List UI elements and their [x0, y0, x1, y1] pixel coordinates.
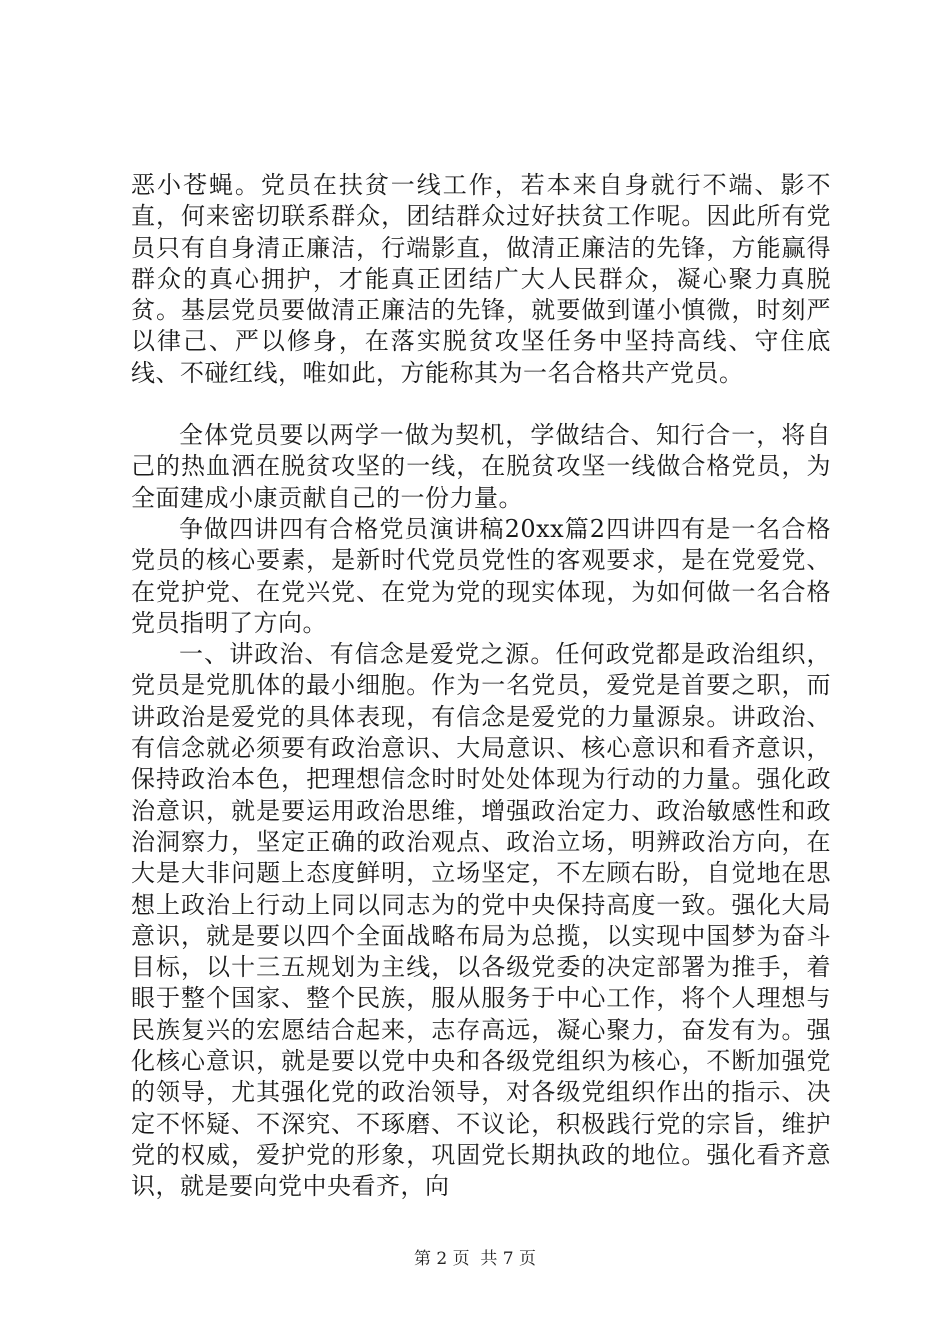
page-footer: 第 2 页 共 7 页: [413, 1249, 537, 1269]
paragraph-section-one: 一、讲政治、有信念是爱党之源。任何政党都是政治组织，党员是党肌体的最小细胞。作为一名党员，爱党是首要之职，而讲政治是爱党的具体表现，有信念是爱党的力量源泉。讲政治、有信念就必须要有政治意识、大局意识、核心意识和看齐意识，保持政治本色，把理想信念时时处处体现为行动的力量。强化政治意识，就是要运用政治思维，增强政治定力、政治敏感性和政治洞察力，坚定正确的政治观点、政治立场，明辨政治方向，在大是大非问题上态度鲜明，立场坚定，不左顾右盼，自觉地在思想上政治上行动上同以同志为的党中央保持高度一致。强化大局意识，就是要以四个全面战略布局为总揽，以实现中国梦为奋斗目标，以十三五规划为主线，以各级党委的决定部署为推手，着眼于整个国家、整个民族，服从服务于中心工作，将个人理想与民族复兴的宏愿结合起来，志存高远，凝心聚力，奋发有为。强化核心意识，就是要以党中央和各级党组织为核心，不断加强党的领导，尤其强化党的政治领导，对各级党组织作出的指示、决定不怀疑、不深究、不琢磨、不议论，积极践行党的宗旨，维护党的权威，爱护党的形象，巩固党长期执政的地位。强化看齐意识，就是要向党中央看齐，向: [131, 640, 831, 1201]
paragraph-continuation: 恶小苍蝇。党员在扶贫一线工作，若本来自身就行不端、影不直，何来密切联系群众，团结群众过好扶贫工作呢。因此所有党员只有自身清正廉洁，行端影直，做清正廉洁的先锋，方能赢得群众的真心拥护，才能真正团结广大人民群众，凝心聚力真脱贫。基层党员要做清正廉洁的先锋，就要做到谨小慎微，时刻严以律己、严以修身，在落实脱贫攻坚任务中坚持高线、守住底线、不碰红线，唯如此，方能称其为一名合格共产党员。: [131, 171, 831, 387]
document-body: [131, 170, 831, 1203]
paragraph-spacer: [131, 389, 831, 420]
paragraph-speech-intro: 争做四讲四有合格党员演讲稿20xx篇2四讲四有是一名合格党员的核心要素，是新时代党员党性的客观要求，是在党爱党、在党护党、在党兴党、在党为党的现实体现，为如何做一名合格党员指明了方向。: [131, 514, 831, 637]
paragraph-two-study: 全体党员要以两学一做为契机，学做结合、知行合一，将自己的热血洒在脱贫攻坚的一线，在脱贫攻坚一线做合格党员，为全面建成小康贡献自己的一份力量。: [131, 421, 831, 512]
